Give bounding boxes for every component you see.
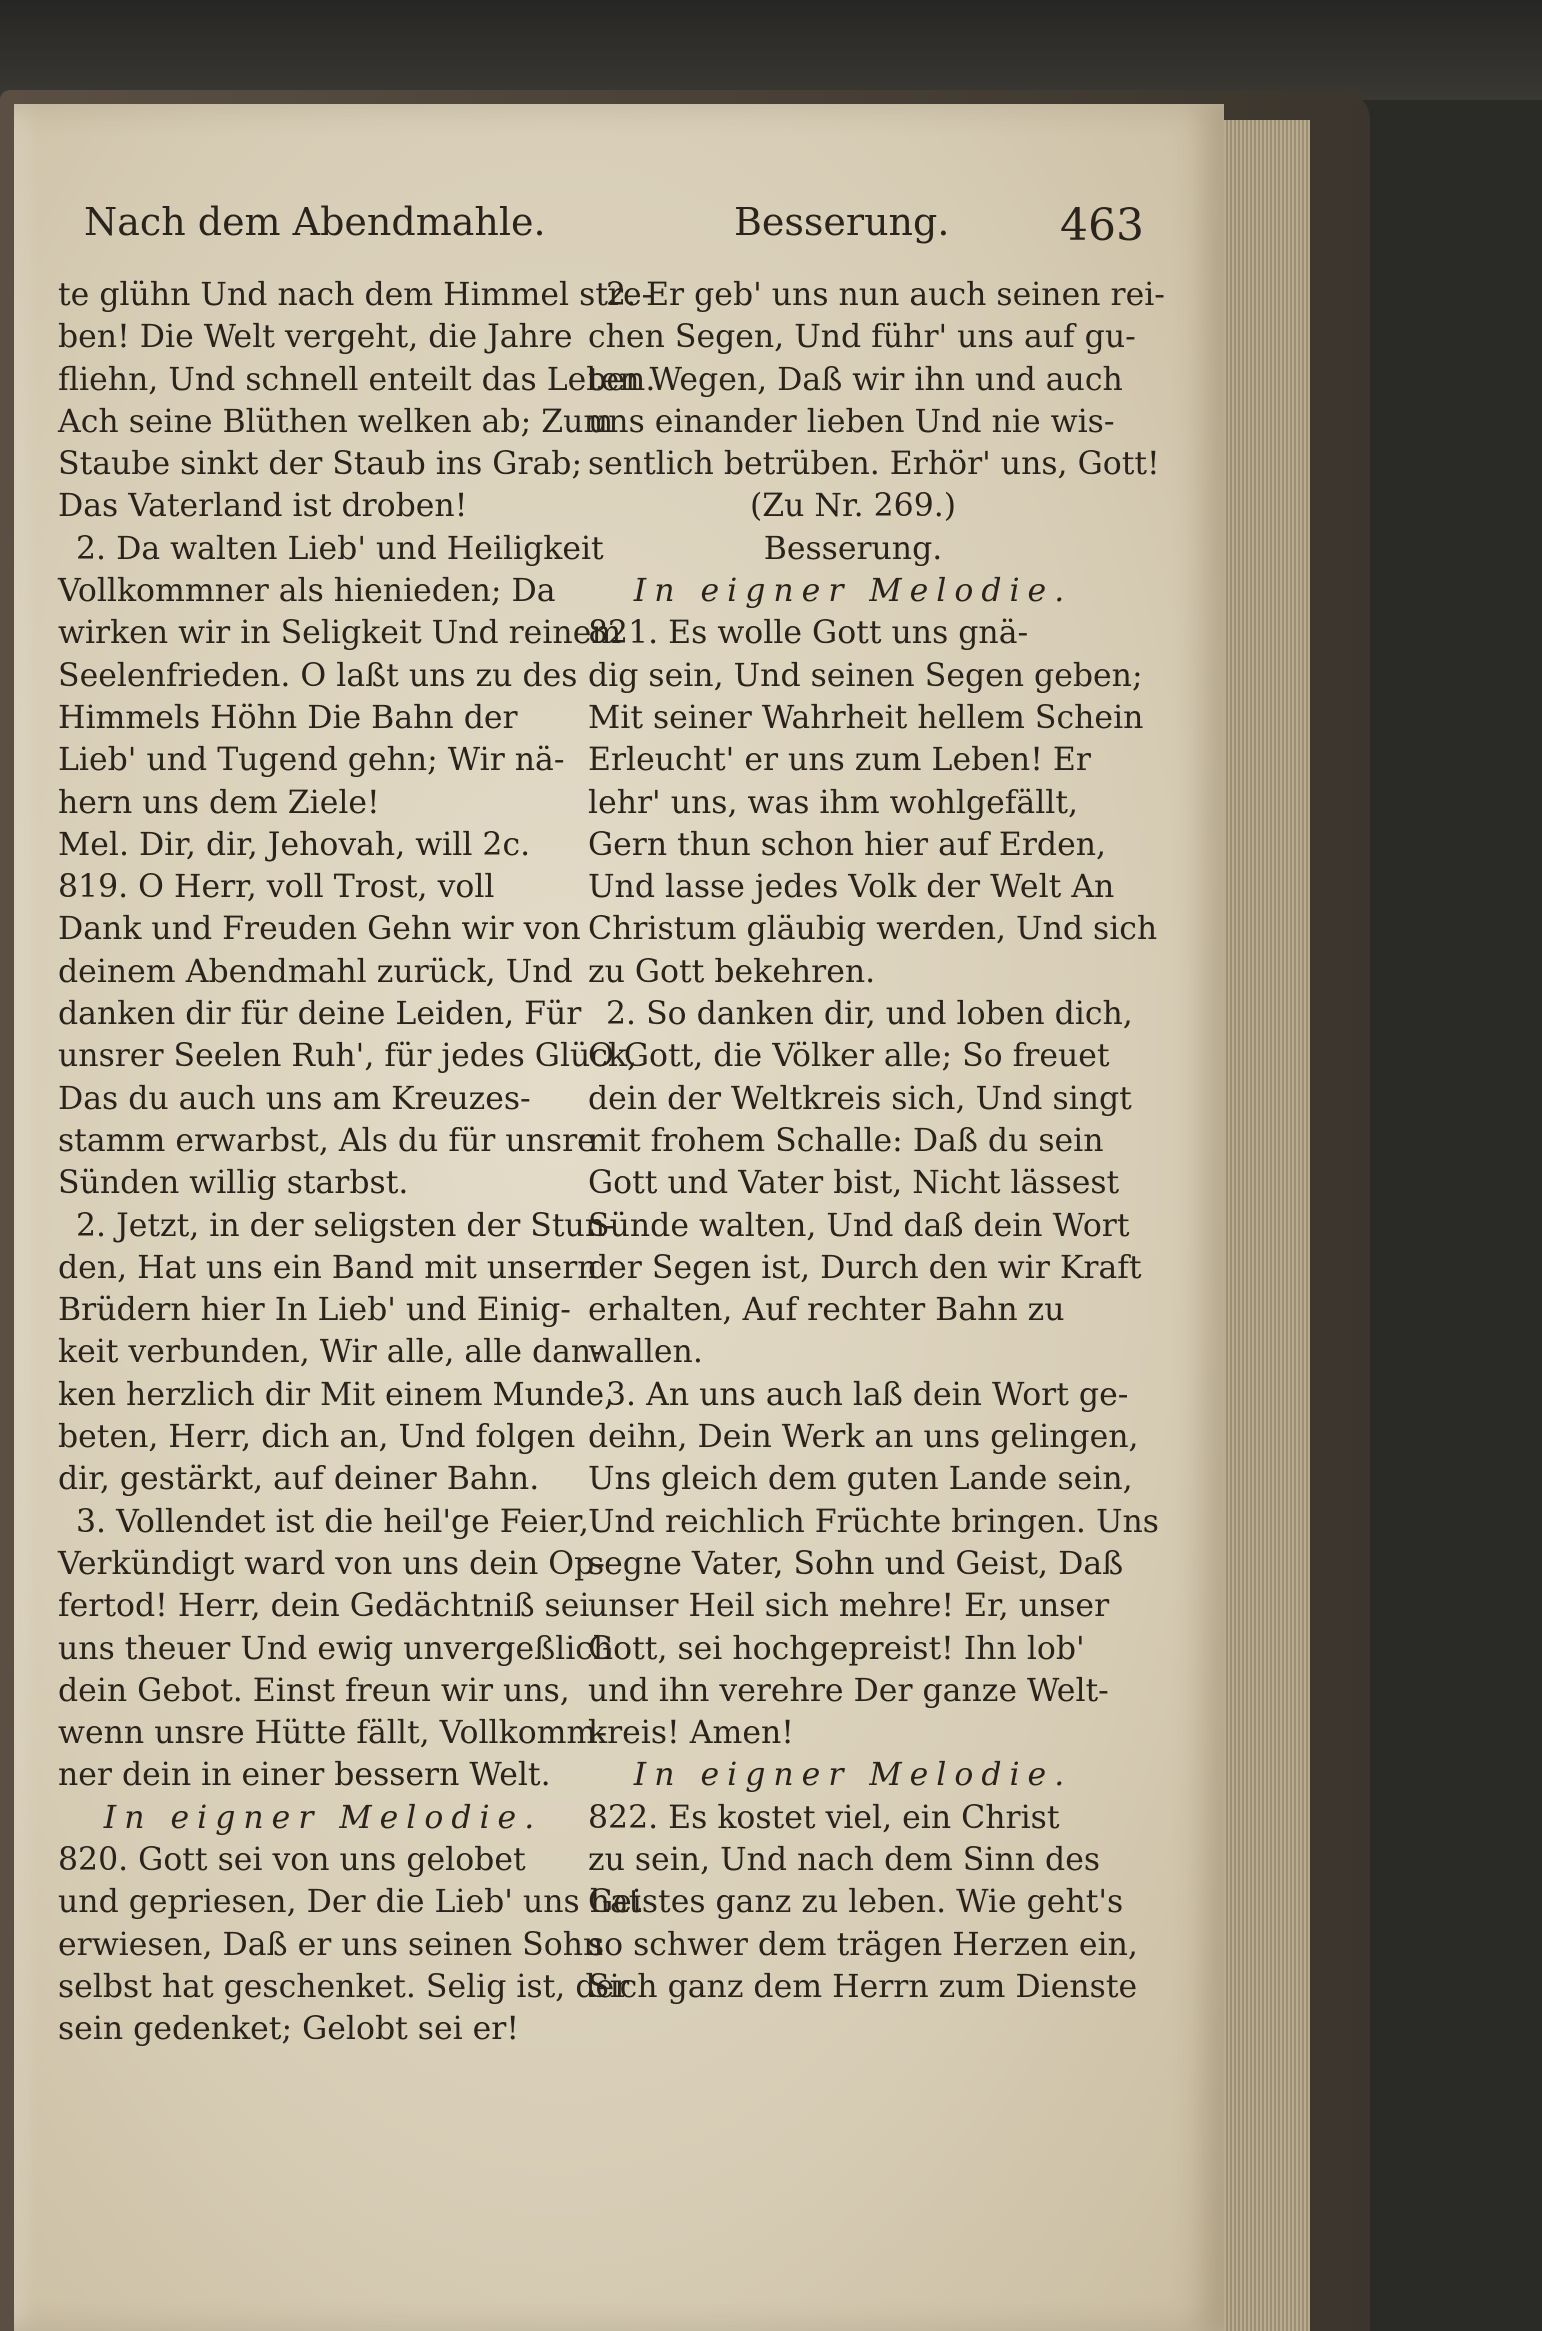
text-line: Geistes ganz zu leben. Wie geht's	[588, 1884, 1124, 1921]
text-line: kreis! Amen!	[588, 1715, 794, 1752]
page-number: 463	[1060, 200, 1144, 251]
text-line: Gott, sei hochgepreist! Ihn lob'	[588, 1630, 1085, 1667]
text-line: zu Gott bekehren.	[588, 953, 876, 990]
text-line: dir, gestärkt, auf deiner Bahn.	[58, 1461, 540, 1498]
text-line: Gott und Vater bist, Nicht lässest	[588, 1165, 1120, 1202]
text-line: wirken wir in Seligkeit Und reinem	[58, 615, 622, 652]
text-line: 821. Es wolle Gott uns gnä-	[588, 615, 1029, 652]
text-line: Und lasse jedes Volk der Welt An	[588, 869, 1115, 906]
book-page	[14, 104, 1224, 2331]
text-line: und ihn verehre Der ganze Welt-	[588, 1672, 1109, 1709]
text-line: Lieb' und Tugend gehn; Wir nä-	[58, 742, 565, 779]
text-line: Mel. Dir, dir, Jehovah, will 2c.	[58, 826, 531, 863]
text-line: sentlich betrüben. Erhör' uns, Gott!	[588, 446, 1160, 483]
text-line: In eigner Melodie.	[633, 573, 1073, 610]
text-line: Christum gläubig werden, Und sich	[588, 911, 1158, 948]
text-line: Sünde walten, Und daß dein Wort	[588, 1207, 1130, 1244]
header-section-title: Besserung.	[734, 200, 950, 244]
text-line: 2. Da walten Lieb' und Heiligkeit	[76, 530, 604, 567]
text-line: Verkündigt ward von uns dein Op-	[58, 1545, 605, 1582]
text-line: dein der Weltkreis sich, Und singt	[588, 1080, 1132, 1117]
text-line: Ach seine Blüthen welken ab; Zum	[58, 403, 614, 440]
text-line: wallen.	[588, 1334, 703, 1371]
text-line: beten, Herr, dich an, Und folgen	[58, 1419, 576, 1456]
text-line: uns theuer Und ewig unvergeßlich	[58, 1630, 614, 1667]
text-line: ben! Die Welt vergeht, die Jahre	[58, 319, 573, 356]
text-line: 3. Vollendet ist die heil'ge Feier,	[76, 1503, 589, 1540]
right-column	[588, 274, 1165, 2008]
text-line: zu sein, Und nach dem Sinn des	[588, 1841, 1101, 1878]
text-line: ken herzlich dir Mit einem Munde,	[58, 1376, 615, 1413]
text-line: In eigner Melodie.	[103, 1799, 543, 1836]
text-line: sein gedenket; Gelobt sei er!	[58, 2011, 520, 2048]
running-header	[84, 200, 1144, 260]
text-line: den, Hat uns ein Band mit unsern	[58, 1249, 598, 1286]
text-line: dig sein, Und seinen Segen geben;	[588, 657, 1143, 694]
text-line: O Gott, die Völker alle; So freuet	[588, 1038, 1110, 1075]
text-line: Gern thun schon hier auf Erden,	[588, 826, 1107, 863]
background-top	[0, 0, 1542, 100]
text-line: fliehn, Und schnell enteilt das Leben.	[58, 361, 656, 398]
text-line: erhalten, Auf rechter Bahn zu	[588, 1292, 1065, 1329]
text-line: Vollkommner als hienieden; Da	[58, 573, 556, 610]
text-line: unsrer Seelen Ruh', für jedes Glück,	[58, 1038, 638, 1075]
text-line: uns einander lieben Und nie wis-	[588, 403, 1115, 440]
text-line: 3. An uns auch laß dein Wort ge-	[606, 1376, 1129, 1413]
text-line: Besserung.	[763, 530, 943, 567]
text-line: keit verbunden, Wir alle, alle dan-	[58, 1334, 602, 1371]
text-line: deihn, Dein Werk an uns gelingen,	[588, 1419, 1139, 1456]
text-line: Das du auch uns am Kreuzes-	[58, 1080, 531, 1117]
text-line: Sich ganz dem Herrn zum Dienste	[588, 1968, 1138, 2005]
text-line: und gepriesen, Der die Lieb' uns hat	[58, 1884, 642, 1921]
text-line: 2. Jetzt, in der seligsten der Stun-	[76, 1207, 616, 1244]
text-line: In eigner Melodie.	[633, 1757, 1073, 1794]
text-line: wenn unsre Hütte fällt, Vollkomm-	[58, 1715, 608, 1752]
text-line: fertod! Herr, dein Gedächtniß sei	[58, 1588, 590, 1625]
text-line: Sünden willig starbst.	[58, 1165, 409, 1202]
header-left-title: Nach dem Abendmahle.	[84, 200, 546, 244]
text-line: deinem Abendmahl zurück, Und	[58, 953, 573, 990]
text-line: unser Heil sich mehre! Er, unser	[588, 1588, 1110, 1625]
text-line: Staube sinkt der Staub ins Grab;	[58, 446, 583, 483]
text-line: chen Segen, Und führ' uns auf gu-	[588, 319, 1136, 356]
text-line: danken dir für deine Leiden, Für	[58, 996, 582, 1033]
text-line: 2. So danken dir, und loben dich,	[606, 996, 1133, 1033]
text-line: Uns gleich dem guten Lande sein,	[588, 1461, 1133, 1498]
text-line: Brüdern hier In Lieb' und Einig-	[58, 1292, 571, 1329]
text-line: 2. Er geb' uns nun auch seinen rei-	[606, 277, 1165, 313]
text-line: 822. Es kostet viel, ein Christ	[588, 1799, 1060, 1836]
text-line: Himmels Höhn Die Bahn der	[58, 699, 518, 736]
text-line: te glühn Und nach dem Himmel stre-	[58, 277, 653, 313]
text-line: 820. Gott sei von uns gelobet	[58, 1841, 526, 1878]
text-line: lehr' uns, was ihm wohlgefällt,	[588, 784, 1079, 821]
text-line: der Segen ist, Durch den wir Kraft	[588, 1249, 1142, 1286]
text-line: 819. O Herr, voll Trost, voll	[58, 869, 495, 906]
text-line: Seelenfrieden. O laßt uns zu des	[58, 657, 578, 694]
text-line: Erleucht' er uns zum Leben! Er	[588, 742, 1091, 779]
text-line: Und reichlich Früchte bringen. Uns	[588, 1503, 1159, 1540]
text-line: mit frohem Schalle: Daß du sein	[588, 1122, 1104, 1159]
text-line: erwiesen, Daß er uns seinen Sohn	[58, 1926, 604, 1963]
text-line: (Zu Nr. 269.)	[749, 488, 957, 525]
text-line: ner dein in einer bessern Welt.	[58, 1757, 551, 1794]
text-line: stamm erwarbst, Als du für unsre	[58, 1122, 596, 1159]
text-line: ten Wegen, Daß wir ihn und auch	[588, 361, 1123, 398]
text-line: segne Vater, Sohn und Geist, Daß	[588, 1545, 1124, 1582]
text-line: Mit seiner Wahrheit hellem Schein	[588, 699, 1144, 736]
text-line: hern uns dem Ziele!	[58, 784, 380, 821]
text-line: Das Vaterland ist droben!	[58, 488, 468, 525]
text-line: so schwer dem trägen Herzen ein,	[588, 1926, 1138, 1963]
text-line: Dank und Freuden Gehn wir von	[58, 911, 581, 948]
text-line: dein Gebot. Einst freun wir uns,	[58, 1672, 570, 1709]
text-line: selbst hat geschenket. Selig ist, der	[58, 1968, 630, 2005]
